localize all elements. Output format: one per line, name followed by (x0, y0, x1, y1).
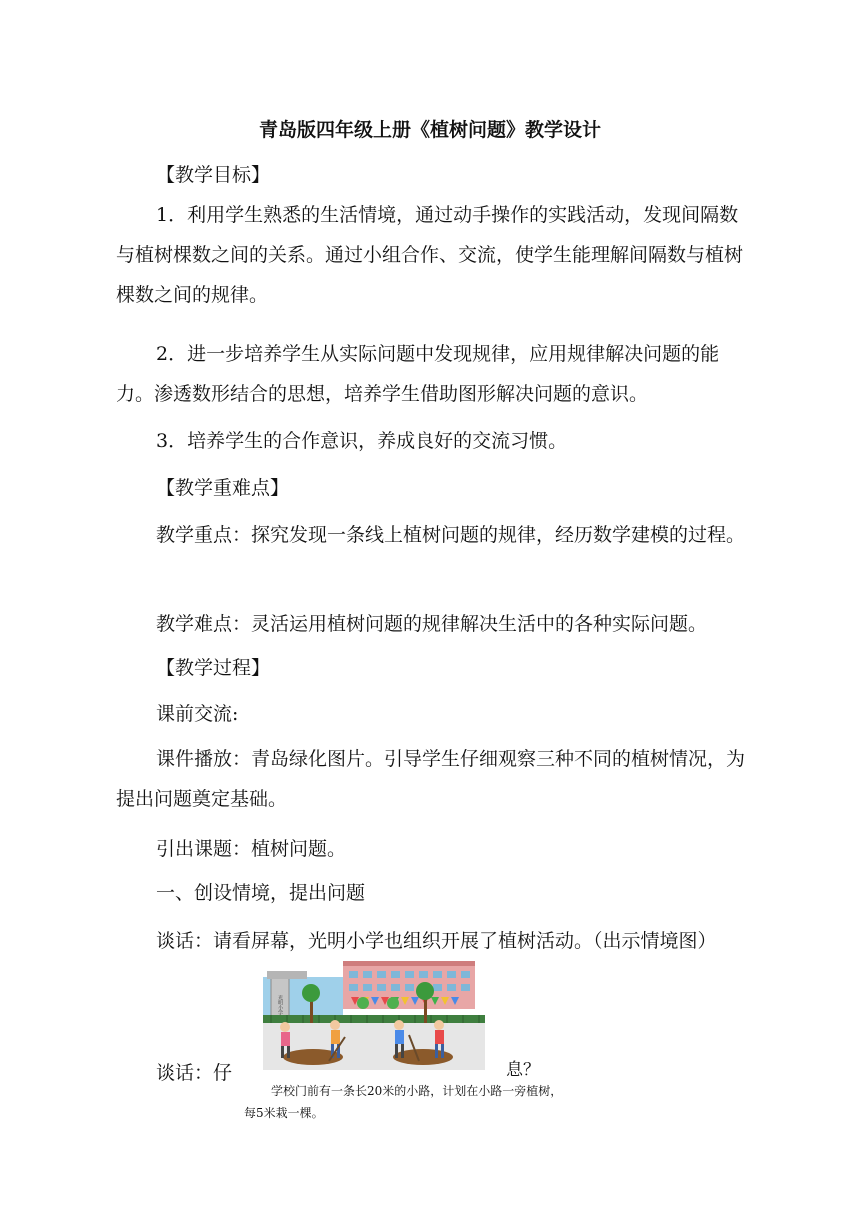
gate-sign-text: 光明小学 (277, 995, 283, 1015)
figure-caption-line-2: 每5米栽一棵。 (244, 1106, 324, 1120)
talk-2-end: 息？ (506, 1060, 540, 1080)
goal-1-paragraph: 1．利用学生熟悉的生活情境，通过动手操作的实践活动，发现间隔数与植树棵数之间的关系。通过小组合作、交流，使学生能理解间隔数与植树棵数之间的规律。 (116, 204, 744, 306)
heading-teaching-goals (116, 155, 746, 195)
difficulty-paragraph: 教学难点：灵活运用植树问题的规律解决生活中的各种实际问题。 (156, 613, 708, 635)
tree-planting-scene-image (263, 957, 485, 1070)
heading-teaching-process (116, 648, 746, 688)
goal-3-paragraph: 3．培养学生的合作意识，养成良好的交流习惯。 (156, 430, 568, 452)
heading-key-points (116, 468, 746, 508)
heading-key-points-text: 【教学重难点】 (156, 477, 290, 499)
topic-line: 引出课题：植树问题。 (156, 838, 347, 860)
step-1-heading: 一、创设情境，提出问题 (156, 882, 366, 904)
scene-illustration (263, 957, 485, 1070)
talk-1-paragraph: 谈话：请看屏幕，光明小学也组织开展了植树活动。（出示情境图） (156, 930, 717, 952)
courseware-paragraph: 课件播放：青岛绿化图片。引导学生仔细观察三种不同的植树情况，为提出问题奠定基础。 (116, 748, 746, 810)
goal-2-paragraph: 2．进一步培养学生从实际问题中发现规律，应用规律解决问题的能力。渗透数形结合的思想，培养学生借助图形解决问题的意识。 (116, 343, 720, 405)
document-title: 青岛版四年级上册《植树问题》教学设计 (258, 119, 601, 141)
heading-teaching-goals-text: 【教学目标】 (156, 164, 271, 186)
figure-caption-line-1: 学校门前有一条长20米的小路，计划在小路一旁植树， (271, 1084, 563, 1098)
pre-class-line: 课前交流: (156, 703, 239, 725)
key-point-paragraph: 教学重点：探究发现一条线上植树问题的规律，经历数学建模的过程。 (156, 524, 746, 546)
fence (263, 1015, 485, 1023)
talk-2-start-text: 谈话：仔 (156, 1062, 233, 1084)
heading-teaching-process-text: 【教学过程】 (156, 657, 271, 679)
